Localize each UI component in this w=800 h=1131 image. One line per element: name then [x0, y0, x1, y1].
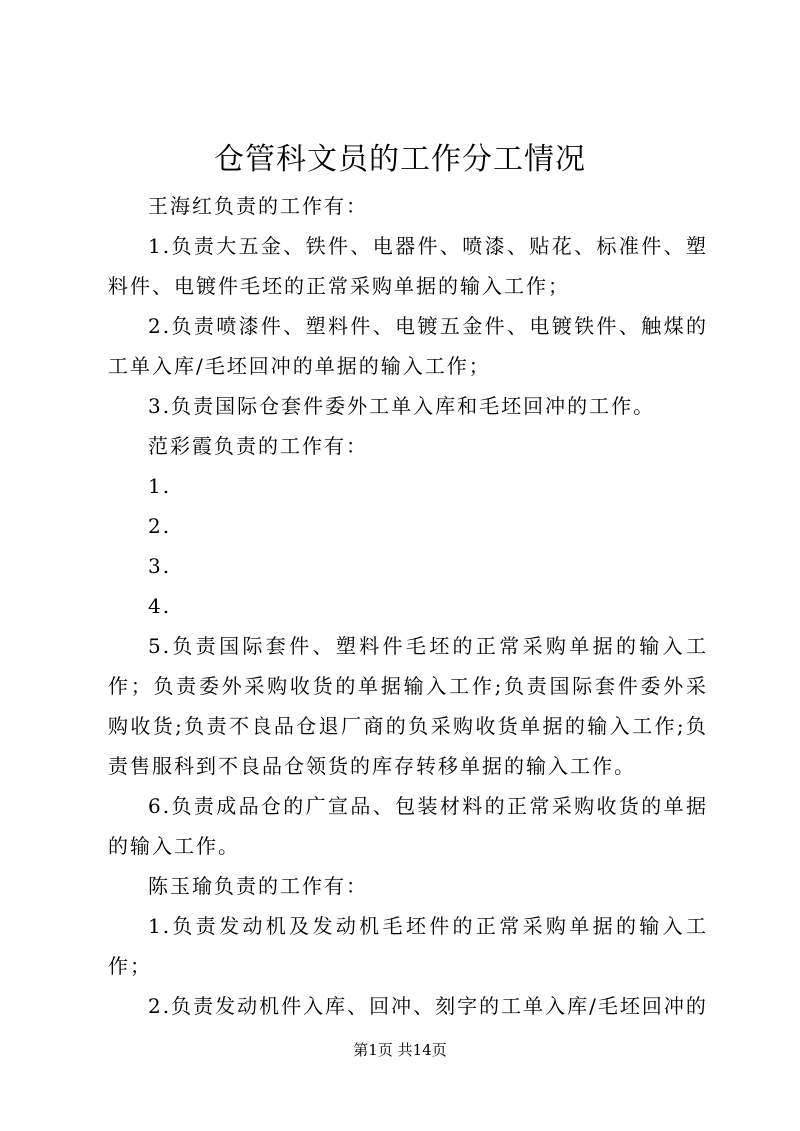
document-body	[108, 186, 708, 1026]
paragraph: 2.	[148, 514, 172, 538]
document-title: 仓管科文员的工作分工情况	[214, 142, 586, 177]
paragraph: 王海红负责的工作有：	[148, 194, 368, 218]
paragraph: 4.	[148, 594, 172, 618]
paragraph: 范彩霞负责的工作有：	[148, 434, 368, 458]
paragraph: 1.负责发动机及发动机毛坯件的正常采购单据的输入工作；	[108, 914, 708, 978]
paragraph: 2.负责发动机件入库、回冲、刻字的工单入库/毛坯回冲的	[148, 994, 708, 1018]
paragraph: 5.负责国际套件、塑料件毛坯的正常采购单据的输入工作；负责委外采购收货的单据输入工作;负责国际套件委外采购收货;负责不良品仓退厂商的负采购收货单据的输入工作;负责售服科到不良品仓领货的库存转移单据的输入工作。	[108, 634, 708, 778]
paragraph: 3.负责国际仓套件委外工单入库和毛坯回冲的工作。	[148, 394, 656, 418]
page-footer: 第1页 共14页	[353, 1041, 447, 1059]
paragraph: 2.负责喷漆件、塑料件、电镀五金件、电镀铁件、触煤的工单入库/毛坯回冲的单据的输入工作；	[108, 314, 708, 378]
paragraph: 1.负责大五金、铁件、电器件、喷漆、贴花、标准件、塑料件、电镀件毛坯的正常采购单据的输入工作；	[108, 234, 708, 298]
paragraph: 6.负责成品仓的广宣品、包装材料的正常采购收货的单据的输入工作。	[108, 794, 708, 858]
paragraph: 3.	[148, 554, 172, 578]
paragraph: 陈玉瑜负责的工作有：	[148, 874, 368, 898]
paragraph: 1.	[148, 474, 172, 498]
